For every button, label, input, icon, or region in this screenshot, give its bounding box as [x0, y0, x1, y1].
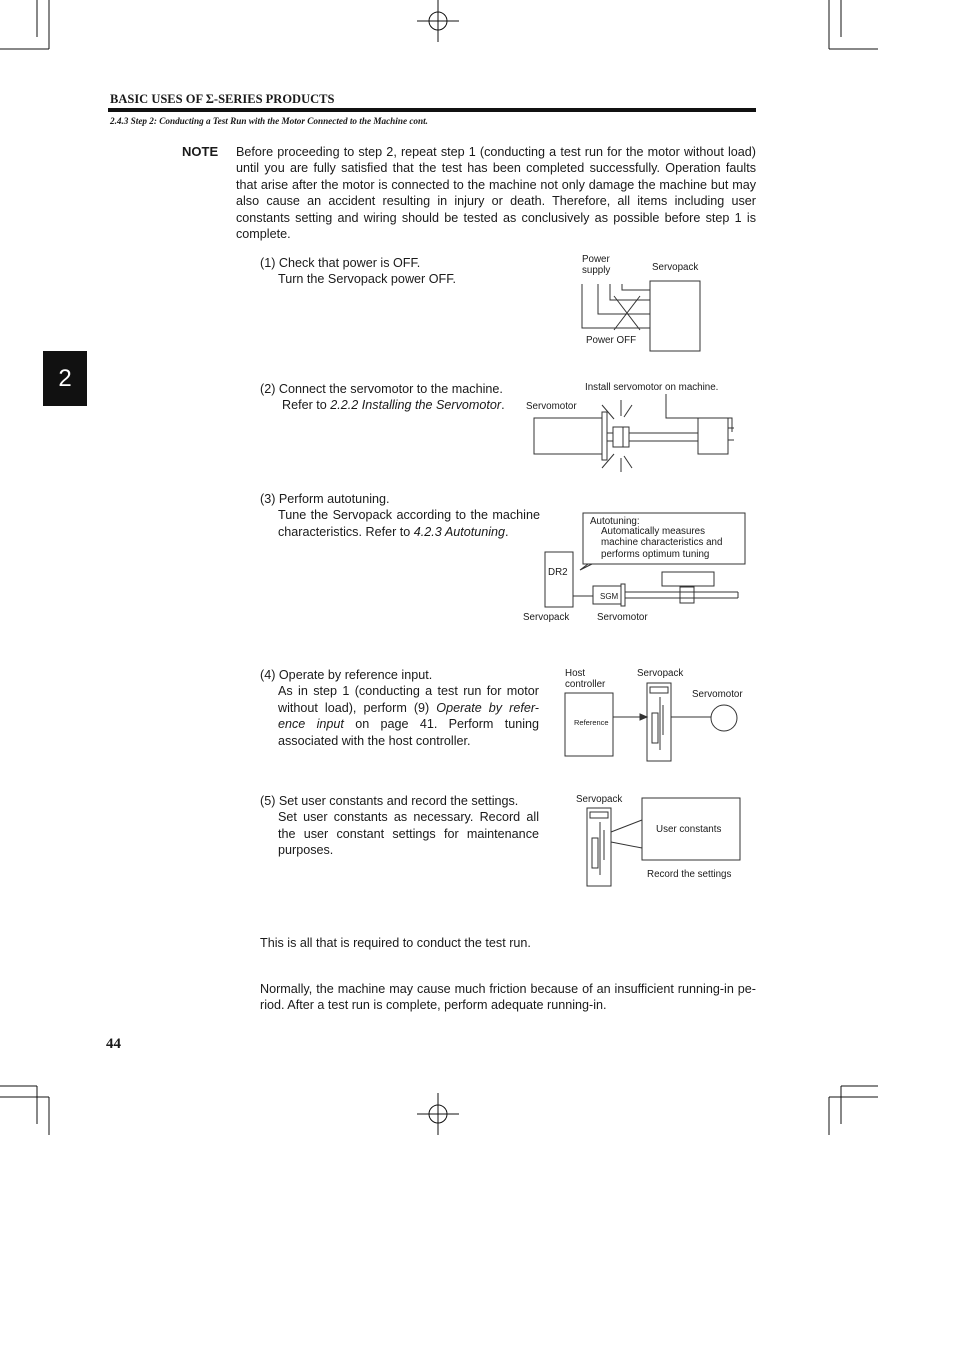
step-1: [260, 255, 550, 288]
step-2-body: Refer to 2.2.2 Installing the Servomotor.: [282, 398, 505, 413]
step-4: [260, 667, 539, 749]
step-5-body: Set user constants as necessary. Record all the user constant settings for maintenance purposes.: [278, 810, 539, 858]
header-rule: [108, 108, 756, 112]
step-5-title: (5) Set user constants and record the settings.: [260, 794, 519, 808]
dr2-label: DR2: [548, 567, 568, 578]
step-3-body: Tune the Servopack according to the machine characteristics. Refer to 4.2.3 Autotuning.: [278, 508, 540, 539]
step-2: [260, 381, 550, 414]
page-number: 44: [106, 1036, 121, 1052]
closing-text-2: Normally, the machine may cause much friction because of an insufficient running-in pe-riod. After a test run is complete, perform adequate running-in.: [260, 982, 756, 1013]
servomotor-label: Servomotor: [692, 689, 743, 700]
user-constants-illustration: [570, 790, 760, 900]
step-2-diagram: [520, 378, 760, 478]
chapter-tab: 2: [43, 351, 87, 406]
autotuning-callout-text: Automatically measures machine characteristics and performs optimum tuning: [601, 526, 723, 560]
section-subtitle: 2.4.3 Step 2: Conducting a Test Run with the Motor Connected to the Machine cont.: [110, 116, 428, 126]
user-constants-label: User constants: [656, 824, 722, 835]
step-3: [260, 491, 540, 540]
step-1-title: (1) Check that power is OFF.: [260, 256, 421, 270]
servomotor-label: Servomotor: [526, 401, 577, 412]
step-3-reference: 4.2.3 Autotuning: [413, 524, 506, 539]
servopack-label: Servopack: [637, 668, 684, 679]
section-header: BASIC USES OF Σ-SERIES PRODUCTS: [110, 92, 335, 106]
note-text: Before proceeding to step 2, repeat step 1 (conducting a test run for the motor without load) until you are fully satisfied that the test has been completed successfully. Operation faults that arise after the motor is connected to the machine not only damage the machine but may also cause an accident resulting in injury or death. Therefore, all items including user constants setting and wiring should be tested as conclusively as possible before step 1 is complete.: [236, 145, 756, 242]
servomotor-label: Servomotor: [597, 612, 648, 623]
servopack-label: Servopack: [576, 794, 623, 805]
step-5: [260, 793, 539, 859]
step-5-diagram: [570, 790, 760, 900]
step-3-title: (3) Perform autotuning.: [260, 492, 390, 506]
step-2-title: (2) Connect the servomotor to the machine.: [260, 382, 503, 396]
record-settings-label: Record the settings: [647, 869, 732, 880]
reference-label: Reference: [574, 718, 609, 727]
install-motor-illustration: [520, 378, 760, 478]
autotuning-callout-title: Autotuning:: [590, 516, 640, 527]
step-1-diagram: [570, 250, 760, 360]
servopack-label: Servopack: [652, 262, 699, 273]
host-controller-label: Host controller: [565, 668, 606, 691]
note-label: NOTE: [182, 144, 219, 159]
servopack-label: Servopack: [523, 612, 570, 623]
step-2-reference: 2.2.2 Installing the Servomotor: [330, 398, 502, 413]
closing-text-1: This is all that is required to conduct the test run.: [260, 936, 531, 950]
step-4-title: (4) Operate by reference input.: [260, 668, 433, 682]
step-4-body: As in step 1 (conducting a test run for motor without load), perform (9) Operate by refer-ence input on page 41. Perform tuning associated with the host controller.: [278, 684, 540, 748]
step-1-body: Turn the Servopack power OFF.: [278, 272, 457, 287]
step-4-reference: Operate by refer-ence input: [278, 700, 539, 732]
power-off-label: Power OFF: [586, 335, 637, 346]
sgm-label: SGM: [600, 592, 619, 601]
power-supply-label: Power supply: [582, 254, 611, 277]
install-label: Install servomotor on machine.: [585, 382, 719, 393]
step-4-diagram: [560, 665, 760, 770]
step-3-diagram: [520, 508, 760, 633]
